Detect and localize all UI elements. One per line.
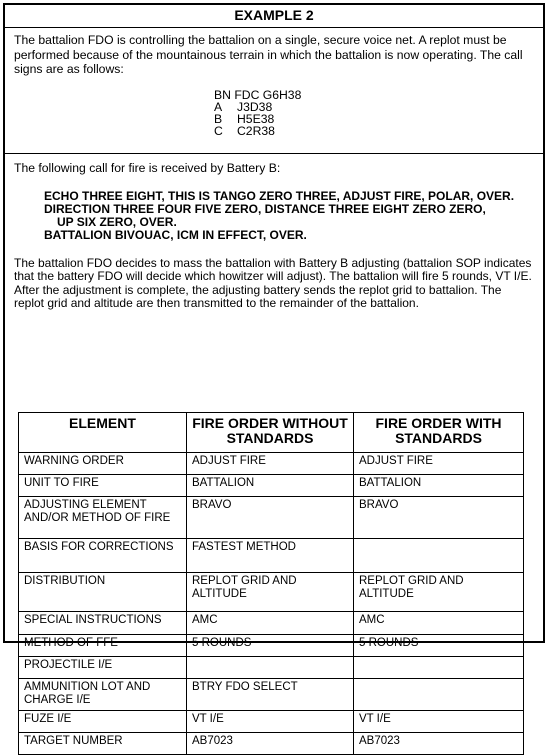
battery-letter: B [214, 111, 223, 126]
element-cell: SPECIAL INSTRUCTIONS [19, 612, 187, 635]
fire-order-table [18, 412, 524, 755]
battery-letter: C [214, 123, 223, 138]
call-sign-row [214, 101, 534, 113]
with-standards-cell: AB7023 [354, 733, 524, 755]
with-standards-cell [354, 657, 524, 679]
element-cell: UNIT TO FIRE [19, 475, 187, 497]
without-standards-cell: ADJUST FIRE [187, 453, 354, 475]
decision-paragraph: The battalion FDO decides to mass the battalion with Battery B adjusting (battalion SOP indicates that the battery FDO will decide which howitzer will adjust). The battalion will fire 5 rounds, VT I/E. After the adjustment is complete, the adjusting battery sends the replot grid to battalion. The replot grid and altitude are then transmitted to the remainder of the battalion. [14, 255, 532, 311]
battery-letter: A [214, 99, 223, 114]
battery-call-sign: H5E38 [237, 111, 275, 126]
without-standards-cell: FASTEST METHOD [187, 539, 354, 573]
table-row [19, 612, 524, 635]
call-sign-row [214, 125, 534, 137]
element-cell: METHOD OF FFE [19, 635, 187, 657]
column-header-element: ELEMENT [19, 413, 187, 453]
without-standards-cell: AB7023 [187, 733, 354, 755]
table-row [19, 635, 524, 657]
table-row [19, 573, 524, 612]
element-cell: WARNING ORDER [19, 453, 187, 475]
without-standards-cell: AMC [187, 612, 354, 635]
battery-call-sign: J3D38 [237, 99, 273, 114]
with-standards-cell [354, 539, 524, 573]
bn-fdc-call-sign: BN FDC G6H38 [214, 87, 302, 102]
with-standards-cell: AMC [354, 612, 524, 635]
call-line-3: UP SIX ZERO, OVER. [57, 214, 177, 229]
table-row [19, 539, 524, 573]
element-cell: AMMUNITION LOT AND CHARGE I/E [19, 679, 187, 711]
with-standards-cell: ADJUST FIRE [354, 453, 524, 475]
element-cell: BASIS FOR CORRECTIONS [19, 539, 187, 573]
table-row [19, 497, 524, 539]
without-standards-cell: BTRY FDO SELECT [187, 679, 354, 711]
without-standards-cell: BRAVO [187, 497, 354, 539]
element-cell: DISTRIBUTION [19, 573, 187, 612]
table-header-row [19, 413, 524, 453]
column-header-with-standards: FIRE ORDER WITH STANDARDS [354, 413, 524, 453]
table-row [19, 733, 524, 755]
intro-paragraph: The battalion FDO is controlling the battalion on a single, secure voice net. A replot must be performed because of the mountainous terrain in which the battalion is now operating. The call signs are as follows: [14, 33, 523, 76]
table-row [19, 453, 524, 475]
element-cell: ADJUSTING ELEMENT AND/OR METHOD OF FIRE [19, 497, 187, 539]
example-title: EXAMPLE 2 [5, 5, 543, 28]
without-standards-cell: REPLOT GRID AND ALTITUDE [187, 573, 354, 612]
call-for-fire-text [44, 190, 534, 242]
call-line-2: DIRECTION THREE FOUR FIVE ZERO, DISTANCE THREE EIGHT ZERO ZERO, [44, 201, 486, 216]
call-sign-row [214, 113, 534, 125]
with-standards-cell: 5 ROUNDS [354, 635, 524, 657]
table-row [19, 657, 524, 679]
with-standards-cell: BATTALION [354, 475, 524, 497]
element-cell: TARGET NUMBER [19, 733, 187, 755]
intro-section [5, 28, 543, 154]
without-standards-cell: VT I/E [187, 711, 354, 733]
battery-call-sign: C2R38 [237, 123, 275, 138]
element-cell: FUZE I/E [19, 711, 187, 733]
call-signs-block [214, 89, 534, 137]
with-standards-cell: REPLOT GRID AND ALTITUDE [354, 573, 524, 612]
without-standards-cell: 5 ROUNDS [187, 635, 354, 657]
call-line-1: ECHO THREE EIGHT, THIS IS TANGO ZERO THREE, ADJUST FIRE, POLAR, OVER. [44, 188, 515, 203]
with-standards-cell [354, 679, 524, 711]
element-cell: PROJECTILE I/E [19, 657, 187, 679]
call-line-4: BATTALION BIVOUAC, ICM IN EFFECT, OVER. [44, 227, 307, 242]
table-row [19, 475, 524, 497]
table-row [19, 711, 524, 733]
table-row [19, 679, 524, 711]
column-header-without-standards: FIRE ORDER WITHOUT STANDARDS [187, 413, 354, 453]
call-for-fire-section [5, 154, 543, 311]
with-standards-cell: VT I/E [354, 711, 524, 733]
without-standards-cell: BATTALION [187, 475, 354, 497]
received-text: The following call for fire is received by Battery B: [14, 161, 281, 175]
without-standards-cell [187, 657, 354, 679]
with-standards-cell: BRAVO [354, 497, 524, 539]
